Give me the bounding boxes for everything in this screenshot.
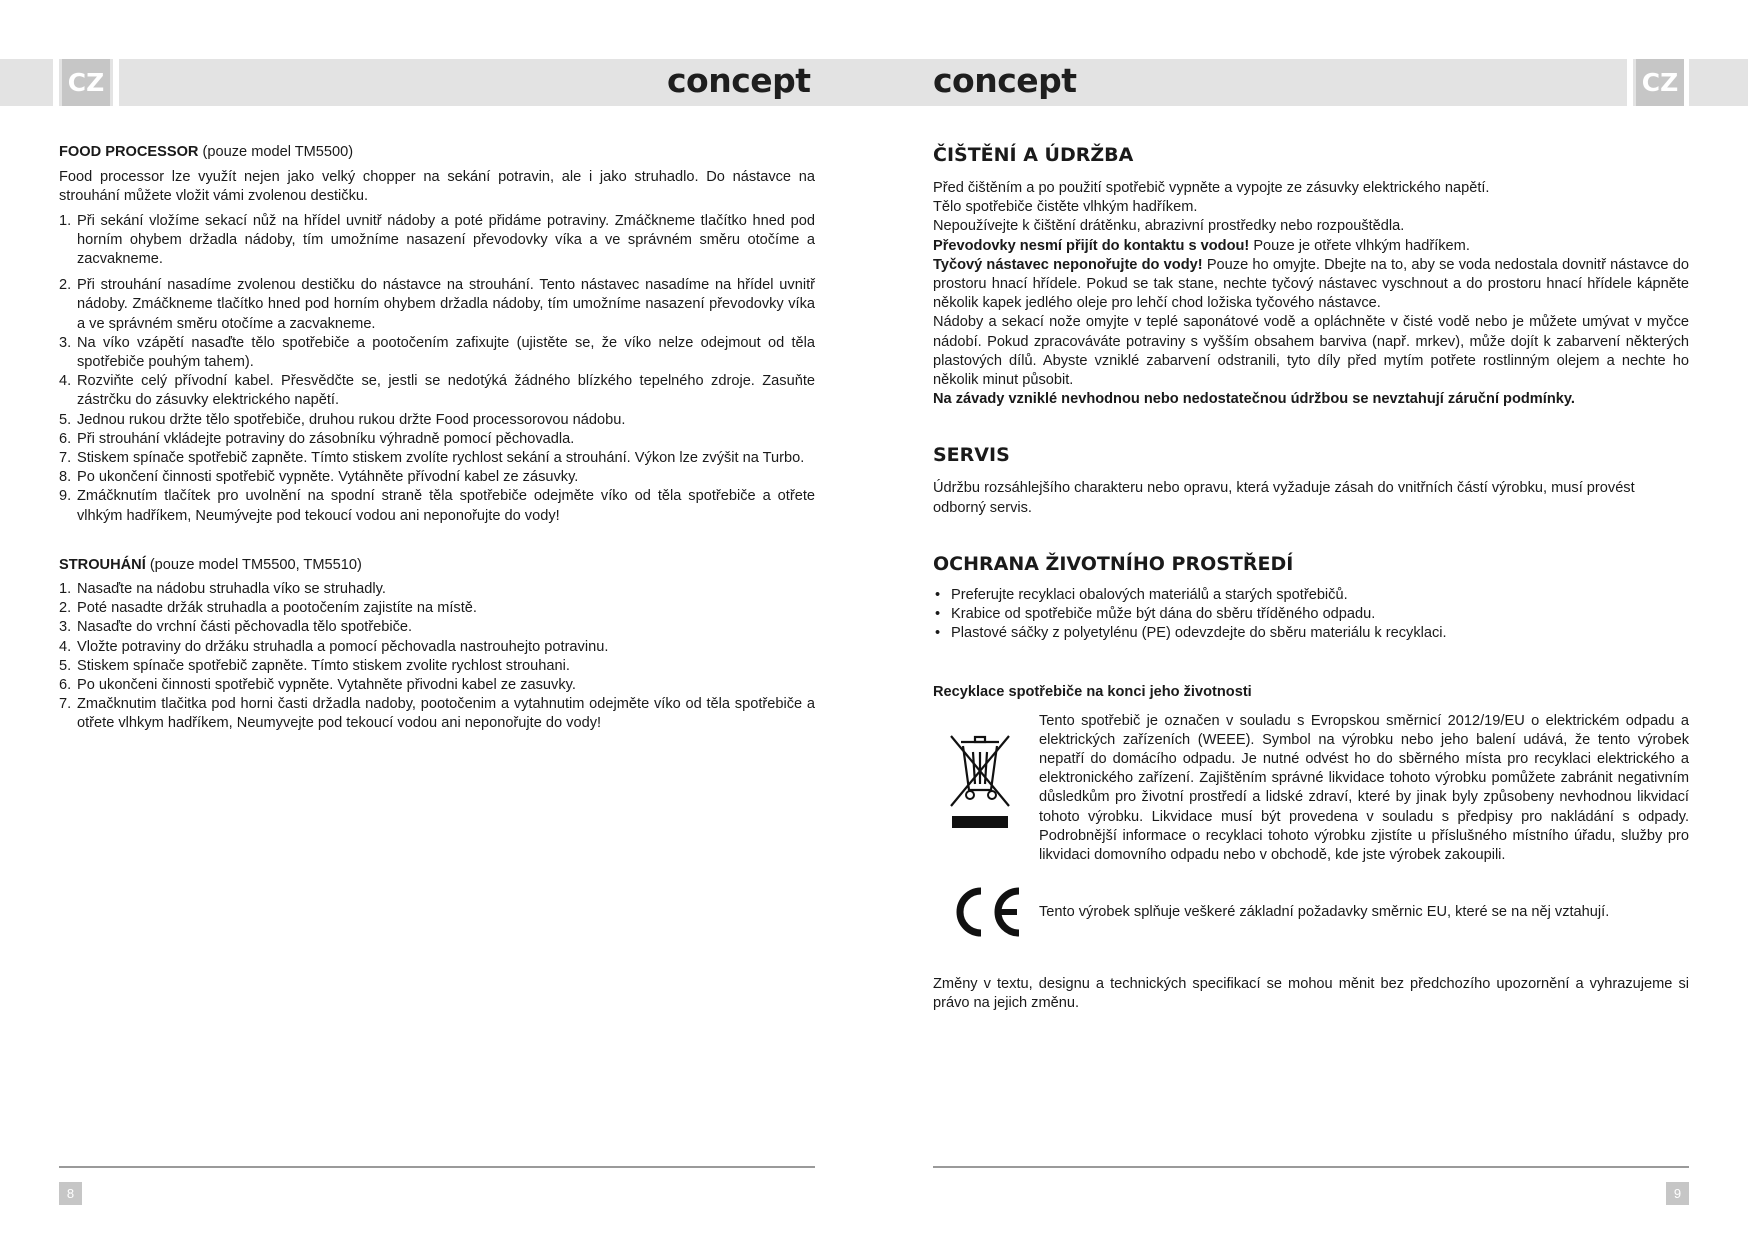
list-item <box>59 212 815 270</box>
step-number: 3. <box>59 334 72 351</box>
section-subtitle: (pouze model TM5500, TM5510) <box>145 556 362 573</box>
ce-text: Tento výrobek splňuje veškeré základní požadavky směrnic EU, které se na něj vztahují. <box>1039 904 1610 921</box>
step-number: 6. <box>59 430 72 447</box>
environment-list <box>933 586 1689 644</box>
list-item <box>59 411 815 430</box>
list-item <box>59 599 815 618</box>
recycling-title: Recyklace spotřebiče na konci jeho životnosti <box>933 684 1252 701</box>
step-number: 5. <box>59 411 72 428</box>
step-text: Po ukončení činnosti spotřebič vypněte. Vytáhněte přívodní kabel ze zásuvky. <box>77 469 579 486</box>
step-number: 7. <box>59 450 72 467</box>
bullet: • <box>935 625 941 642</box>
list-item <box>59 580 815 599</box>
page-number-left: 8 <box>59 1182 82 1205</box>
servis-text: Údržbu rozsáhlejšího charakteru nebo opravu, která vyžaduje zásah do vnitřních částí výrobku, musí provést odborný servis. <box>933 480 1635 516</box>
cleaning-title: ČIŠTĚNÍ A ÚDRŽBA <box>933 144 1134 166</box>
right-page <box>933 143 1689 1014</box>
bullet: • <box>935 586 941 603</box>
warning-text: Tyčový nástavec neponořujte do vody! <box>933 256 1203 273</box>
list-item <box>59 638 815 657</box>
step-text: Při strouhání nasadíme zvolenou destičku do nástavce na strouhání. Tento nástavec nasadíme na hřídel uvnitř nádoby. Zmáčkneme tlačítko hned pod horním ohybem držadla nádoby, tím umožníme nasazení převodovky víka a ve správném směru otočíme a zacvakneme. <box>77 277 815 332</box>
list-item <box>59 487 815 525</box>
step-number: 1. <box>59 212 72 229</box>
bullet-text: Preferujte recyklaci obalových materiálů a starých spotřebičů. <box>951 586 1348 603</box>
cleaning-line: Tělo spotřebiče čistěte vlhkým hadříkem. <box>933 199 1198 216</box>
step-number: 7. <box>59 696 72 713</box>
step-text: Na víko vzápětí nasaďte tělo spotřebiče a pootočením zafixujte (ujistěte se, že víko nelze odejmout od těla spotřebiče pouhým tahem). <box>77 334 815 371</box>
step-text: Při sekání vložíme sekací nůž na hřídel uvnitř nádoby a poté přidáme potraviny. Zmáčkneme tlačítko hned pod horním ohybem držadla nádoby, tím umožníme nasazení převodovky víka a ve správném směru otočíme a zacvakneme. <box>77 212 815 268</box>
list-item <box>933 605 1689 624</box>
step-number: 8. <box>59 469 72 486</box>
step-text: Zmačknutim tlačitka pod horni časti držadla nadoby, pootočenim a vytahnutim odejměte víko od těla spotřebiče a otřete vlhkym hadříkem, Neumyvejte pod tekoucí vodou ani neponořujte do vody! <box>77 696 815 732</box>
weee-bin-icon <box>947 732 1013 832</box>
step-text: Jednou rukou držte tělo spotřebiče, druhou rukou držte Food processorovou nádobu. <box>77 411 626 428</box>
list-item <box>59 372 815 410</box>
list-item <box>59 695 815 733</box>
environment-title: OCHRANA ŽIVOTNÍHO PROSTŘEDÍ <box>933 552 1294 575</box>
ce-mark-icon <box>949 885 1025 939</box>
list-item <box>933 624 1689 643</box>
brand-logo-left: concept <box>667 61 811 100</box>
list-item <box>59 676 815 695</box>
step-number: 2. <box>59 277 72 294</box>
footer-rule-left <box>59 1166 815 1168</box>
header-gap <box>1627 59 1633 106</box>
step-number: 5. <box>59 657 72 674</box>
step-text: Stiskem spínače spotřebič zapněte. Tímto stiskem zvolite rychlost strouhani. <box>77 657 570 674</box>
header-gap <box>53 59 59 106</box>
bullet: • <box>935 606 941 623</box>
bullet-text: Plastové sáčky z polyetylénu (PE) odevzdejte do sběru materiálu k recyklaci. <box>951 625 1447 642</box>
strouhani-steps <box>59 580 815 734</box>
warning-text: Převodovky nesmí přijít do kontaktu s vodou! <box>933 237 1250 254</box>
list-item <box>933 586 1689 605</box>
step-number: 9. <box>59 488 72 505</box>
warranty-note: Na závady vzniklé nevhodnou nebo nedostatečnou údržbou se nevztahují záruční podmínky. <box>933 391 1575 408</box>
list-item <box>59 449 815 468</box>
cleaning-body <box>933 179 1689 409</box>
step-text: Zmáčknutím tlačítek pro uvolnění na spodní straně těla spotřebiče odejměte víko od těla spotřebiče a otřete vlhkým hadříkem, Neumývejte pod tekoucí vodou ani neponořujte do vody! <box>77 488 815 524</box>
step-number: 4. <box>59 638 72 655</box>
brand-logo-right: concept <box>933 61 1077 100</box>
language-badge-left: CZ <box>62 59 110 106</box>
bullet-text: Krabice od spotřebiče může být dána do sběru tříděného odpadu. <box>951 606 1376 623</box>
step-number: 2. <box>59 600 72 617</box>
cleaning-line: Nepoužívejte k čištění drátěnku, abrazivní prostředky nebo rozpouštědla. <box>933 218 1405 235</box>
list-item <box>59 276 815 334</box>
cleaning-text: Pouze je otřete vlhkým hadříkem. <box>1249 237 1470 254</box>
changes-note: Změny v textu, designu a technických specifikací se mohou měnit bez předchozího upozornění a vyhrazujeme si právo na jejich změnu. <box>933 976 1689 1012</box>
food-processor-steps <box>59 212 815 526</box>
cleaning-line <box>933 237 1689 256</box>
step-text: Poté nasadte držák struhadla a pootočením zajistíte na místě. <box>77 600 477 617</box>
section-title: STROUHÁNÍ <box>59 556 146 573</box>
language-badge-right: CZ <box>1636 59 1684 106</box>
section-subtitle: (pouze model TM5500) <box>198 144 354 160</box>
strouhani-heading <box>59 556 815 575</box>
cleaning-text: Pouze ho omyjte. Dbejte na to, aby se voda nedostala dovnitř nástavce do prostoru hnací hřídele. Pokud se tak stane, nechte tyčový nástavec vyschnout a do prostoru hnací hřídele kápněte několik kapek jedlého oleje pro lehčí chod ložiska tyčového nástavce. <box>933 256 1689 312</box>
weee-text: Tento spotřebič je označen v souladu s Evropskou směrnicí 2012/19/EU o elektrickém odpadu a elektrických zařízeních (WEEE). Symbol na výrobku nebo jeho balení udává, že tento výrobek nepatří do domácího odpadu. Je nutné odvést ho do sběrného místa pro recyklaci elektrického a elektronického zařízení. Zajištěním správné likvidace tohoto výrobku pomůžete zabránit negativním důsledkům pro životní prostředí a lidské zdraví, které by jinak byly způsobeny nevhodnou likvidací tohoto výrobku. Likvidace musí být provedena v souladu s předpisy pro nakládání s odpady. Podrobnější informace o recyklaci tohoto výrobku zjistíte u příslušného místního úřadu, služby pro likvidaci domovního odpadu nebo v obchodě, kde jste výrobek zakoupili. <box>1039 712 1689 864</box>
list-item <box>59 334 815 372</box>
step-text: Nasaďte do vrchní části pěchovadla tělo spotřebiče. <box>77 619 413 636</box>
list-item <box>59 657 815 676</box>
left-page <box>59 143 815 734</box>
page-number-right: 9 <box>1666 1182 1689 1205</box>
step-number: 6. <box>59 677 72 694</box>
step-text: Při strouhání vkládejte potraviny do zásobníku výhradně pomocí pěchovadla. <box>77 430 575 447</box>
step-text: Nasaďte na nádobu struhadla víko se struhadly. <box>77 581 386 598</box>
list-item <box>59 430 815 449</box>
food-processor-intro: Food processor lze využít nejen jako velký chopper na sekání potravin, ale i jako struhadlo. Do nástavce na strouhání můžete vložit vámi zvolenou destičku. <box>59 169 815 205</box>
weee-block <box>933 712 1689 866</box>
food-processor-heading <box>59 143 815 162</box>
cleaning-line <box>933 256 1689 314</box>
ce-block <box>933 879 1689 945</box>
footer-rule-right <box>933 1166 1689 1168</box>
list-item <box>59 468 815 487</box>
step-text: Vložte potraviny do držáku struhadla a pomocí pěchovadla nastrouhejto potravinu. <box>77 638 609 655</box>
step-number: 3. <box>59 619 72 636</box>
step-text: Rozviňte celý přívodní kabel. Přesvědčte se, jestli se nedotýká žádného blízkého tepelného zdroje. Zasuňte zástrčku do zásuvky elektrického napětí. <box>77 373 815 409</box>
step-text: Stiskem spínače spotřebič zapněte. Tímto stiskem zvolíte rychlost sekání a strouhání. Výkon lze zvýšit na Turbo. <box>77 450 805 467</box>
header-gap <box>113 59 119 106</box>
servis-title: SERVIS <box>933 444 1010 467</box>
cleaning-line: Před čištěním a po použití spotřebič vypněte a vypojte ze zásuvky elektrického napětí. <box>933 180 1490 196</box>
list-item <box>59 618 815 637</box>
section-title: FOOD PROCESSOR <box>59 144 199 160</box>
step-text: Po ukončeni činnosti spotřebič vypněte. Vytahněte přivodni kabel ze zasuvky. <box>77 677 576 694</box>
step-number: 4. <box>59 373 72 390</box>
step-number: 1. <box>59 581 72 598</box>
cleaning-line: Nádoby a sekací nože omyjte v teplé saponátové vodě a opláchněte v čisté vodě nebo je můžete umývat v myčce nádobí. Pokud zpracováváte potraviny s vyšším obsahem barviva (např. mrkev), může dojít k zabarvení některých plastových dílů. Abyste vzniklé zabarvení odstranili, tyto díly před mytím potřete rostlinným olejem a nechte ho několik minut působit. <box>933 314 1689 389</box>
